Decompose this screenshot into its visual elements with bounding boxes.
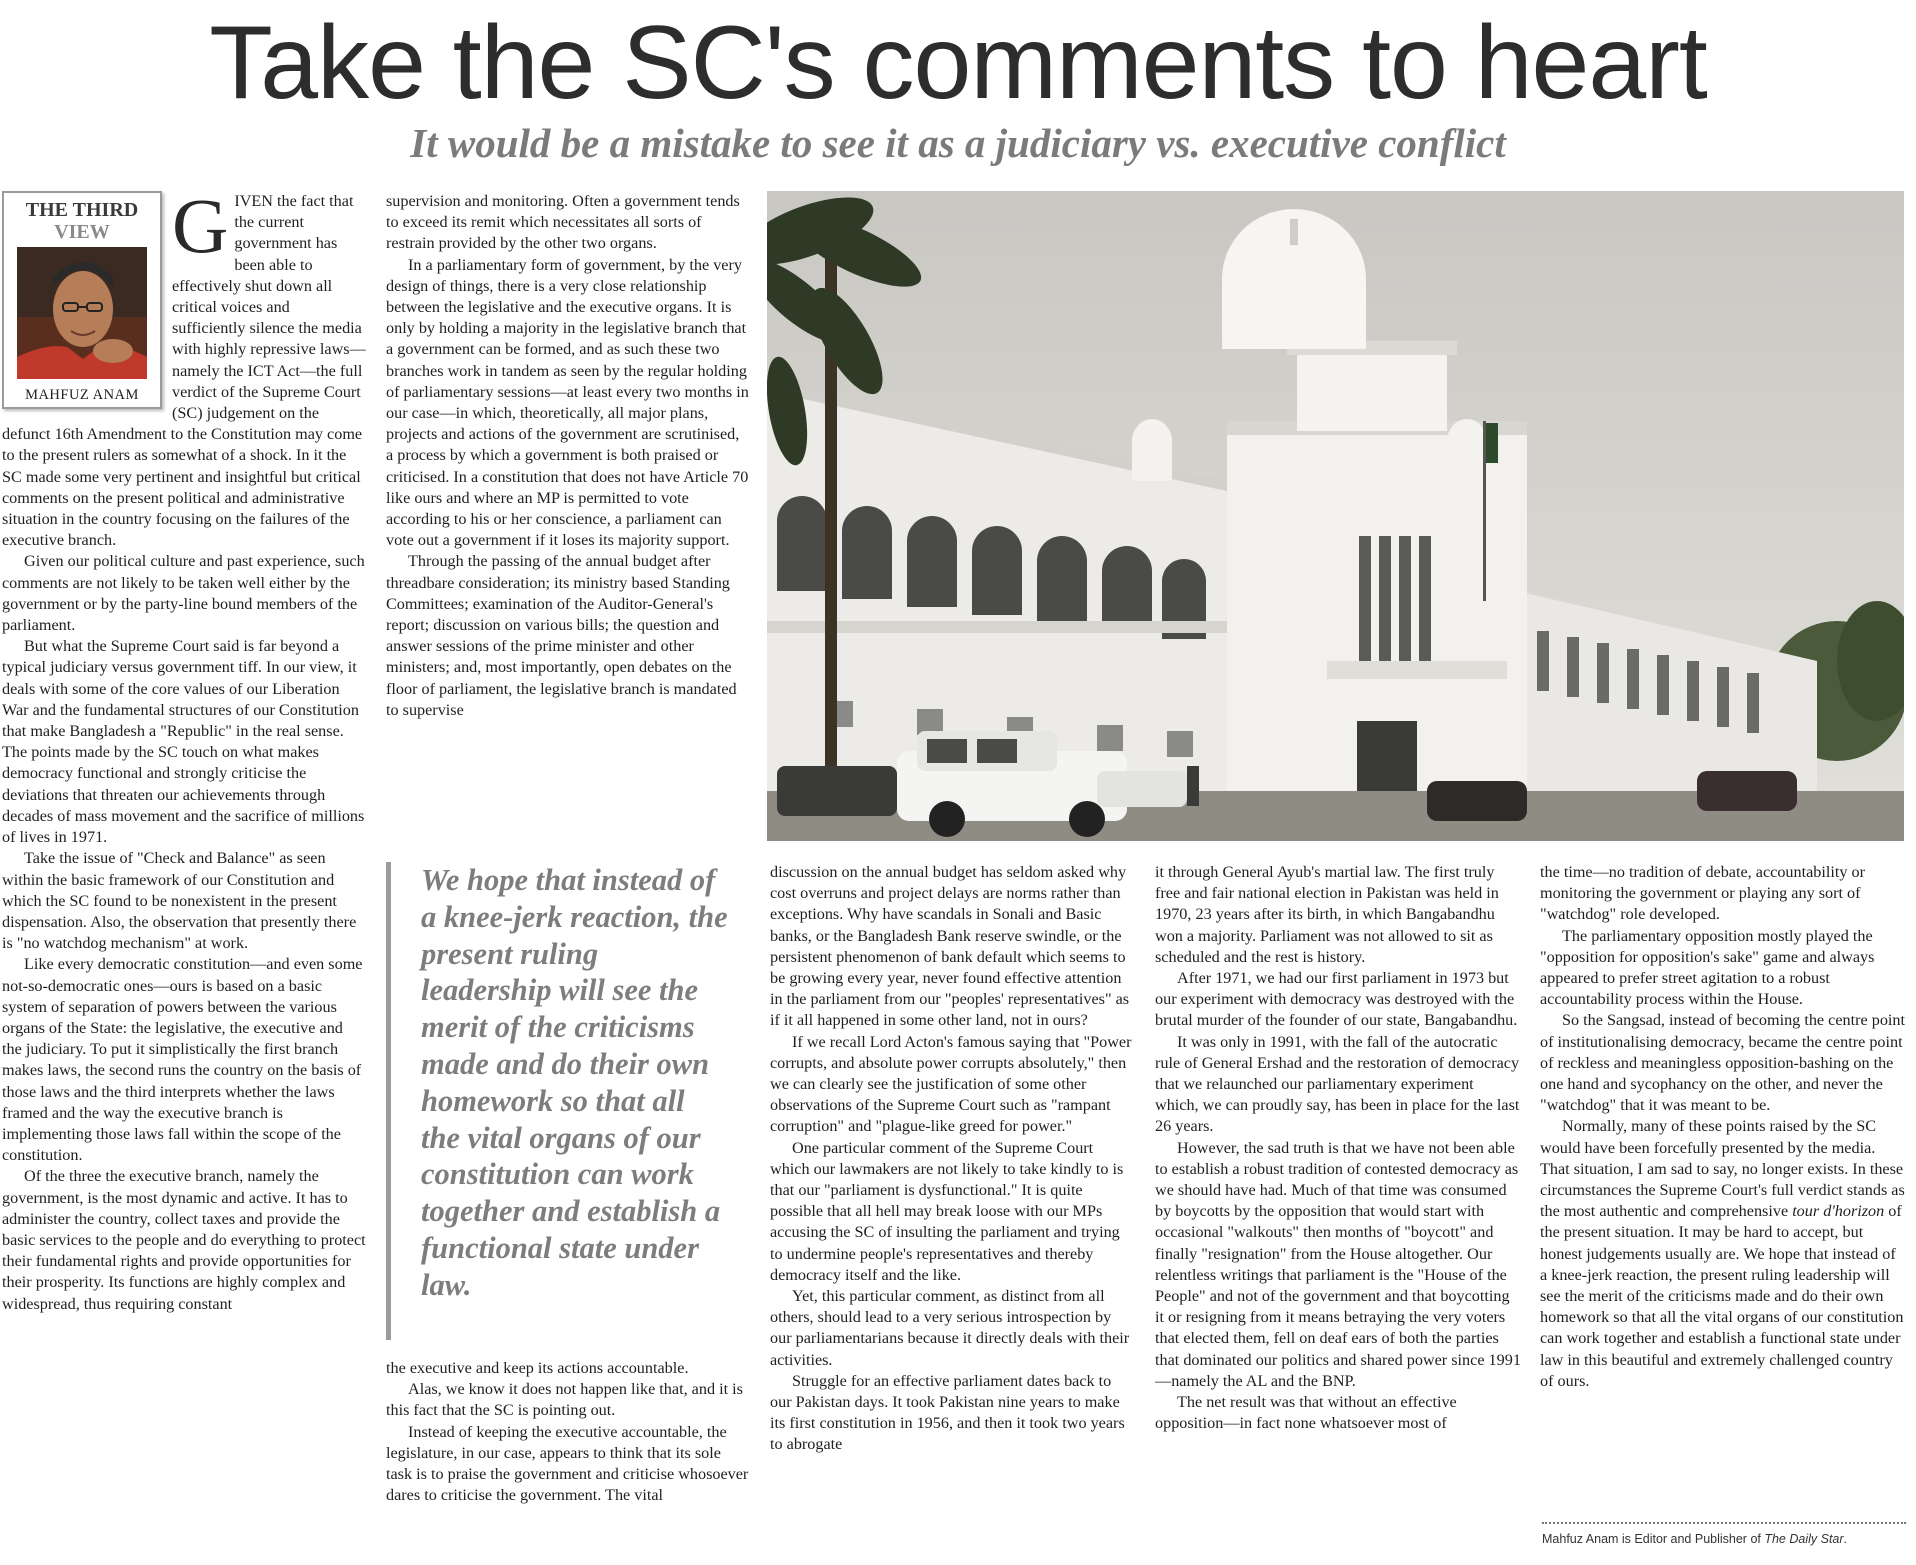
author-bio: Mahfuz Anam is Editor and Publisher of The Daily Star. [1542, 1532, 1848, 1546]
column-subtitle: VIEW [54, 221, 110, 243]
drop-cap: G [172, 191, 229, 269]
footer-divider [1542, 1522, 1906, 1524]
paragraph: Of the three the executive branch, namely the government, is the most dynamic and active. It has to administer the country, collect taxes and provide the basic services to the people and do everything to protect their fundamental rights and provide opportunities for their prosperity. Its functions are highly complex and widespread, thus requiring constant [2, 1167, 366, 1313]
supreme-court-photo [767, 191, 1904, 841]
body-column-1 [2, 191, 366, 1561]
paragraph: GIVEN the fact that the current government has been able to effectively shut down all critical voices and sufficiently silence the media with highly repressive laws—namely the ICT Act—the full verdict of the Supreme Court (SC) judgement on the defunct 16th Amendment to the Constitution may come to the present rulers as somewhat of a shock. In it the SC made some very pertinent and insightful but critical comments on the present political and administrative situation in the country focusing on the failures of the executive branch. [2, 191, 366, 550]
paragraph: it through General Ayub's martial law. The first truly free and fair national election in Pakistan was held in 1970, 23 years after its birth, in which Bangabandhu won a majority. Parliament was not allowed to sit as scheduled and the rest is history. [1155, 863, 1499, 966]
paragraph: Yet, this particular comment, as distinct from all others, should lead to a very serious introspection by our parliamentarians because it directly deals with their activities. [770, 1287, 1130, 1369]
paragraph: In a parliamentary form of government, by the very design of things, there is a very close relationship between the legislative and the executive organs. It is only by holding a majority in the legislative branch that a government can be formed, and as such these two branches work in tandem as seen by the regular holding of parliamentary sessions—at least every two months in our case—in which, theoretically, all major plans, projects and actions of the government are scrutinised, a process by which a government is both praised or criticised. In a constitution that does not have Article 70 like ours and where an MP is permitted to vote according to his or her conscience, a parliament can vote out a government if it loses its majority support. [386, 255, 749, 550]
body-column-2-bottom [386, 1358, 750, 1561]
body-column-4 [1155, 862, 1521, 1562]
paragraph: Like every democratic constitution—and even some not-so-democratic ones—ours is based on a basic system of separation of powers between the various organs of the State: the legislative, the executive and the judiciary. To put it simplistically the first branch makes laws, the second runs the country on the basis of those laws and the third interprets whether the laws framed and the way the executive branch is implementing those laws fall within the scope of the constitution. [2, 955, 363, 1165]
column-title: THE THIRD [25, 199, 139, 221]
paragraph: supervision and monitoring. Often a government tends to exceed its remit which necessitates all sorts of restrain provided by the other two organs. [386, 192, 740, 253]
paragraph: So the Sangsad, instead of becoming the centre point of institutionalising democracy, became the centre point of reckless and meaningless opposition-bashing on the one hand and sycophancy on the other, and never the "watchdog" that it was meant to be. [1540, 1011, 1906, 1115]
subheadline: It would be a mistake to see it as a judiciary vs. executive conflict [410, 120, 1506, 166]
paragraph: If we recall Lord Acton's famous saying that "Power corrupts, and absolute power corrupts absolutely," then we can clearly see the justification of some other observations of the Supreme Court such as "rampant corruption" and "plague-like greed for power." [770, 1032, 1132, 1136]
paragraph: the executive and keep its actions accountable. [386, 1359, 689, 1377]
body-column-2-top [386, 191, 750, 851]
headline: Take the SC's comments to heart [209, 5, 1707, 121]
paragraph: But what the Supreme Court said is far beyond a typical judiciary versus government tiff. In our view, it deals with some of the core values of our Liberation War and the fundamental structures of our Constitution that make Bangladesh a "Republic" in the real sense. The points made by the SC touch on what makes democracy functional and strongly criticise the deviations that threaten our achievements through decades of mass movement and the sacrifice of millions of lives in 1971. [2, 637, 365, 847]
paragraph: Struggle for an effective parliament dates back to our Pakistan days. It took Pakistan nine years to make its first constitution in 1956, and then it took two years to abrogate [770, 1371, 1125, 1454]
columnist-box [2, 191, 162, 409]
paragraph: One particular comment of the Supreme Court which our lawmakers are not likely to take kindly to is that our "parliament is dysfunctional." It is quite possible that all hell may break loose with our MPs accusing the SC of insulting the parliament and trying to undermine people's representatives and thereby democracy itself and the like. [770, 1138, 1124, 1284]
body-column-3 [770, 862, 1134, 1562]
paragraph: The net result was that without an effective opposition—in fact none whatsoever most of [1155, 1393, 1457, 1433]
paragraph: The parliamentary opposition mostly played the "opposition for opposition's sake" game and always appeared to prefer street agitation to a robust accountability process within the House. [1540, 926, 1875, 1009]
paragraph: discussion on the annual budget has seldom asked why cost overruns and project delays are norms rather than exceptions. Why have scandals in Sonali and Basic banks, or the Bangladesh Bank reserve swindle, or the persistent phenomenon of bank default which seems to be growing every year, never found effective attention in the parliament from our "peoples' representatives" as if it all happened in some other land, not in ours? [770, 863, 1130, 1030]
paragraph: After 1971, we had our first parliament in 1973 but our experiment with democracy was destroyed with the brutal murder of the founder of our state, Bangabandhu. [1155, 969, 1518, 1030]
paragraph: It was only in 1991, with the fall of the autocratic rule of General Ershad and the restoration of democracy that we relaunched our parliamentary experiment which, we can proudly say, has been in place for the last 26 years. [1155, 1032, 1520, 1136]
paragraph: Alas, we know it does not happen like that, and it is this fact that the SC is pointing out. [386, 1380, 743, 1420]
author-photo [17, 247, 147, 379]
paragraph: However, the sad truth is that we have not been able to establish a robust tradition of contested democracy as we should have had. Much of that time was consumed by boycotts by the opposition that would start with occasional "walkouts" then months of "boycott" and finally "resignation" from the House altogether. Our relentless writings that parliament is the "House of the People" and not of the government and that boycotting it or resigning from it means betraying the very voters that elected them, fell on deaf ears of both the parties that dominated our politics and shared power since 1991—namely the AL and the BNP. [1155, 1138, 1521, 1390]
paragraph: Instead of keeping the executive accountable, the legislature, in our case, appears to think that its sole task is to praise the government and criticise whosoever dares to criticise the government. The vital [386, 1422, 749, 1505]
paragraph: the time—no tradition of debate, accountability or monitoring the government or playing any sort of "watchdog" role developed. [1540, 863, 1865, 924]
paragraph: Take the issue of "Check and Balance" as seen within the basic framework of our Constitution and which the SC found to be nonexistent in the present dispensation. Also, the observation that presently there is "no watchdog mechanism" at work. [2, 849, 357, 953]
paragraph: Given our political culture and past experience, such comments are not likely to be taken well either by the government or by the party-line bound members of the parliament. [2, 552, 365, 635]
body-column-5 [1540, 862, 1906, 1518]
pull-quote: We hope that instead of a knee-jerk reaction, the present ruling leadership will see the merit of the criticisms made and do their own homework so that all the vital organs of our constitution can work together and establish a functional state under law. [386, 862, 730, 1340]
author-name: MAHFUZ ANAM [25, 387, 139, 403]
paragraph: Through the passing of the annual budget after threadbare consideration; its ministry based Standing Committees; examination of the Auditor-General's report; discussion on various bills; the question and answer sessions of the prime minister and other ministers; and, most importantly, open debates on the floor of parliament, the legislative branch is mandated to supervise [386, 552, 737, 719]
paragraph: Normally, many of these points raised by the SC would have been forcefully presented by the media. That situation, I am sad to say, no longer exists. In these circumstances the Supreme Court's full verdict stands as the most authentic and comprehensive tour d'horizon of the present situation. It may be hard to accept, but honest judgements usually are. We hope that instead of a knee-jerk reaction, the present ruling leadership will see the merit of the criticisms made and do their own homework so that all the vital organs of our constitution can work together and establish a functional state under law in this beautiful and extremely challenged country of ours. [1540, 1117, 1905, 1390]
